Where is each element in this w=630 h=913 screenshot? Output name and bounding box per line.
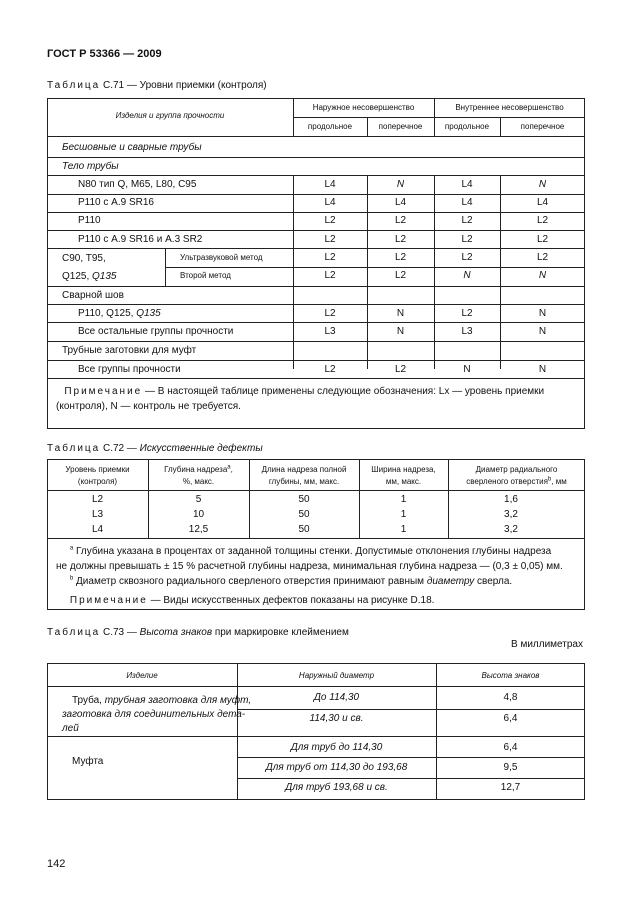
cell: L3 [91,509,104,520]
cell: До 114,30 [313,692,360,703]
caption-word: Таблица [47,80,101,91]
method-second: Второй метод [180,271,231,280]
cell: 1 [400,509,407,520]
cell: L2 [461,234,473,245]
section-weld: Сварной шов [62,290,124,301]
cell: Для труб до 114,30 [290,742,383,753]
sub-long-outer: продольное [307,122,353,131]
cell: N [538,179,547,190]
section-seamless: Бесшовные и сварные трубы [62,142,202,153]
cell: L4 [536,197,549,208]
t72-h5: Диаметр радиального сверленого отверстия$^b$, мм [466,465,567,486]
cell: 12,7 [500,782,521,793]
cell: L2 [394,215,407,226]
cell: L4 [461,179,473,190]
t73-h3: Высота знаков [481,671,540,680]
cell: N [463,364,471,375]
item-pipe: Труба, трубная заготовка для муфт, заготовка для соединительных дета- лей [62,695,252,734]
cell: 12,5 [188,524,209,535]
cell: 1 [400,494,407,505]
cell: 3,2 [504,524,518,535]
row-name: N80 тип Q, M65, L80, C95 [78,179,197,190]
cell: L2 [394,252,407,263]
item-coupling: Муфта [72,756,104,767]
cell: 114,30 и св. [309,713,364,724]
cell: N [538,270,547,281]
cell: N [538,308,547,319]
cell: N [396,326,405,337]
sub-long-inner: продольное [444,122,490,131]
row-name: P110 с A.9 SR16 и A.3 SR2 [78,234,203,245]
cell: L4 [91,524,104,535]
section-blanks: Трубные заготовки для муфт [62,345,197,356]
t72-h3: Длина надреза полной глубины, мм, макс. [261,465,347,486]
cell: L2 [461,215,473,226]
cell: L2 [324,252,336,263]
page-number: 142 [47,858,66,870]
cell: L2 [324,364,336,375]
table-c71-caption [47,80,267,91]
cell: 9,5 [503,762,518,773]
cell: N [538,326,547,337]
cell: 10 [192,509,205,520]
row-name: Все группы прочности [78,364,181,375]
table-c72-footnotes: $^a$ Глубина указана в процентах от заданной толщины стенки. Допустимые отклонения глубины надреза не должны превышать ± 15 % расчетной глубины надреза, минимальная глубина надреза — (0,3 ± 0,05) мм. $^b$ Диаметр сквозного радиального сверленого отверстия принимают равным диаметру сверла. Примечание — Виды искусственных дефектов показаны на рисунке D.18. [56,545,563,606]
table-c72-caption: Таблица С.72 — Искусственные дефекты [47,443,263,454]
t73-h1: Изделие [126,671,158,680]
group-name-line1: C90, T95, [62,253,106,264]
col-outer-header: Наружное несовершенство [312,103,415,112]
cell: 5 [195,494,202,505]
cell: L2 [461,308,473,319]
cell: L2 [324,234,336,245]
cell: 50 [298,524,310,535]
cell: 6,4 [503,742,518,753]
t72-h2: Глубина надреза$^a$, %, макс. [164,464,233,486]
cell: N [396,308,405,319]
row-name: Все остальные группы прочности [78,326,234,337]
cell: 1,6 [504,494,518,505]
cell: L2 [394,364,407,375]
cell: 6,4 [503,713,518,724]
cell: Для труб от 114,30 до 193,68 [265,762,408,773]
cell: L2 [536,215,549,226]
sub-trans-outer: поперечное [378,122,423,131]
table-c73-caption: Таблица С.73 — Высота знаков при маркировке клеймением [47,627,349,638]
cell: L2 [394,270,407,281]
row-name: P110, Q125, Q135 [78,308,161,319]
group-name-line2: Q125, Q135 [62,271,117,282]
cell: L2 [324,270,336,281]
cell: L3 [324,326,336,337]
cell: L2 [91,494,104,505]
col-item-header: Изделия и группа прочности [115,111,225,120]
t73-h2: Наружный диаметр [298,671,375,680]
cell: N [538,364,547,375]
cell: L2 [394,234,407,245]
t72-h4: Ширина надреза, мм, макс. [371,465,436,486]
table-c71-note: Примечание — В настоящей таблице применены следующие обозначения: Lx — уровень приемки (контроля), N — контроль не требуется. [56,386,545,412]
standard-header: ГОСТ Р 53366 — 2009 [47,48,162,60]
cell: L4 [324,197,336,208]
cell: L2 [461,252,473,263]
cell: L2 [324,215,336,226]
caption-number: С.71 [100,80,125,91]
row-name: P110 с A.9 SR16 [78,197,154,208]
cell: 3,2 [504,509,518,520]
section-body: Тело трубы [62,161,119,172]
t72-h1: Уровень приемки (контроля) [65,465,130,486]
cell: L2 [536,252,549,263]
cell: L4 [461,197,473,208]
caption-title: — Уровни приемки (контроля) [124,80,267,91]
cell: L4 [394,197,407,208]
cell: L4 [324,179,336,190]
cell: 4,8 [503,692,518,703]
cell: L3 [461,326,473,337]
cell: 1 [400,524,407,535]
cell: N [463,270,471,281]
col-inner-header: Внутреннее несовершенство [455,103,564,112]
units-label: В миллиметрах [511,639,583,650]
cell: N [396,179,405,190]
cell: 50 [298,509,310,520]
method-ultrasonic: Ультразвуковой метод [180,253,263,262]
row-name: P110 [78,215,101,226]
sub-trans-inner: поперечное [520,122,565,131]
cell: L2 [536,234,549,245]
cell: L2 [324,308,336,319]
cell: Для труб 193,68 и св. [285,782,388,793]
cell: 50 [298,494,310,505]
